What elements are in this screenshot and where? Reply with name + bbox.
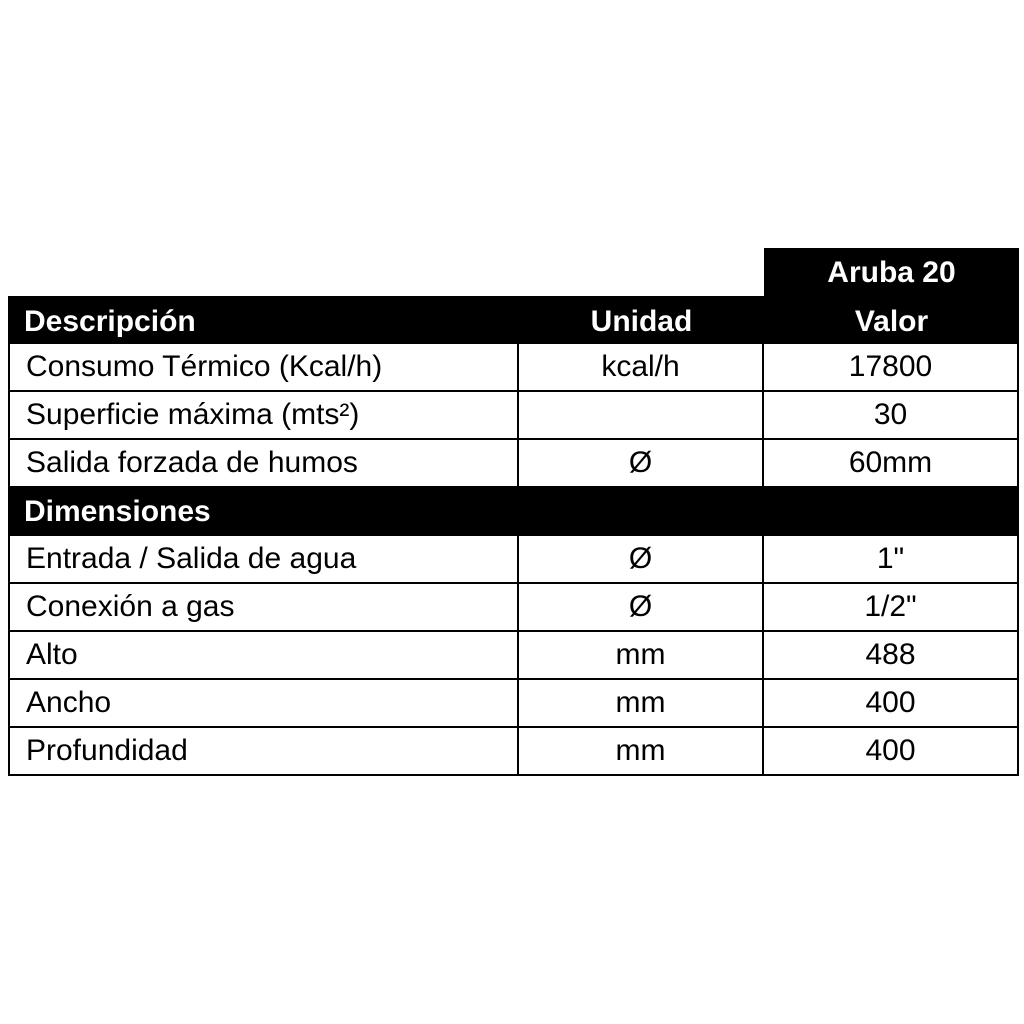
row-value: 30 — [873, 398, 908, 431]
model-spacer — [8, 248, 764, 296]
table-row — [8, 344, 1019, 392]
row-unit: mm — [519, 680, 764, 726]
spec-table — [8, 248, 1019, 776]
header-value: Valor — [854, 305, 929, 338]
row-value: 1/2" — [864, 590, 917, 623]
section-header-dimensions — [8, 488, 1019, 536]
row-value: 400 — [865, 734, 916, 767]
table-row — [8, 536, 1019, 584]
row-unit: kcal/h — [519, 344, 764, 390]
row-value: 488 — [865, 638, 916, 671]
row-unit: Ø — [519, 440, 764, 486]
row-unit: Ø — [519, 536, 764, 582]
model-name: Aruba 20 — [764, 248, 1019, 296]
table-row — [8, 680, 1019, 728]
table-row — [8, 584, 1019, 632]
row-description: Consumo Térmico (Kcal/h) — [10, 344, 519, 390]
table-row — [8, 440, 1019, 488]
row-description: Salida forzada de humos — [10, 440, 519, 486]
table-row — [8, 392, 1019, 440]
row-unit — [519, 392, 764, 438]
header-unit: Unidad — [590, 305, 693, 338]
row-value: 1" — [876, 542, 905, 575]
row-value: 17800 — [848, 350, 933, 383]
model-header-row — [8, 248, 1019, 296]
row-description: Entrada / Salida de agua — [10, 536, 519, 582]
row-description: Superficie máxima (mts²) — [10, 392, 519, 438]
column-header-row — [8, 296, 1019, 344]
section-title: Dimensiones — [24, 495, 211, 528]
row-description: Alto — [10, 632, 519, 678]
table-row — [8, 632, 1019, 680]
row-value: 400 — [865, 686, 916, 719]
row-description: Profundidad — [10, 728, 519, 774]
row-description: Conexión a gas — [10, 584, 519, 630]
row-unit: mm — [519, 728, 764, 774]
row-description: Ancho — [10, 680, 519, 726]
header-description: Descripción — [24, 305, 196, 338]
row-unit: mm — [519, 632, 764, 678]
table-row — [8, 728, 1019, 776]
row-unit: Ø — [519, 584, 764, 630]
row-value: 60mm — [848, 446, 933, 479]
